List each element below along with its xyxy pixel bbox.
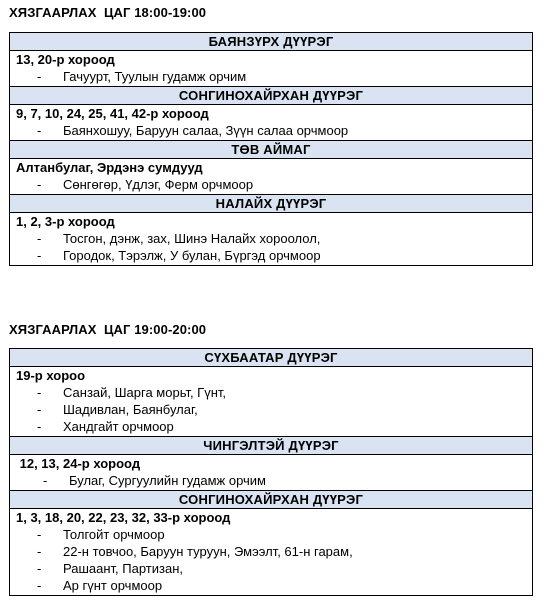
item-text: Булаг, Сургуулийн гудамж орчим bbox=[69, 473, 266, 488]
bullet-dash: - bbox=[37, 385, 42, 400]
list-item bbox=[10, 68, 532, 85]
bullet-dash: - bbox=[37, 177, 42, 192]
list-item bbox=[10, 418, 532, 435]
district-header: ТӨВ АЙМАГ bbox=[10, 141, 532, 159]
khoroo-label: 13, 20-р хороод bbox=[16, 52, 115, 67]
list-item bbox=[10, 526, 532, 543]
khoroo-label: 1, 3, 18, 20, 22, 23, 32, 33-р хороод bbox=[16, 510, 231, 525]
bullet-dash: - bbox=[37, 231, 42, 246]
item-text: Сөнгөгөр, Үдлэг, Ферм орчмоор bbox=[63, 177, 254, 192]
district-header: СОНГИНОХАЙРХАН ДҮҮРЭГ bbox=[10, 491, 532, 509]
list-item bbox=[10, 401, 532, 418]
list-item bbox=[10, 384, 532, 401]
item-text: Санзай, Шарга морьт, Гүнт, bbox=[63, 385, 227, 400]
list-item bbox=[10, 230, 532, 247]
item-text: Городок, Тэрэлж, У булан, Бүргэд орчмоор bbox=[63, 248, 321, 263]
item-text: Шадивлан, Баянбулаг, bbox=[63, 402, 198, 417]
item-text: Ар гүнт орчмоор bbox=[63, 578, 163, 593]
district-section bbox=[10, 195, 532, 265]
period2-heading: ХЯЗГААРЛАХ ЦАГ 19:00-20:00 bbox=[9, 322, 207, 337]
khoroo-label: 12, 13, 24-р хороод bbox=[16, 456, 141, 471]
district-section bbox=[10, 141, 532, 195]
item-text: Хандгайт орчмоор bbox=[63, 419, 174, 434]
bullet-dash: - bbox=[37, 123, 42, 138]
period1-table bbox=[9, 32, 533, 266]
district-header: СОНГИНОХАЙРХАН ДҮҮРЭГ bbox=[10, 87, 532, 105]
item-text: Толгойт орчмоор bbox=[63, 527, 165, 542]
bullet-dash: - bbox=[43, 473, 48, 488]
bullet-dash: - bbox=[37, 578, 42, 593]
district-header: БАЯНЗҮРХ ДҮҮРЭГ bbox=[10, 33, 532, 51]
district-section bbox=[10, 87, 532, 141]
khoroo-label: 19-р хороо bbox=[16, 368, 86, 383]
bullet-dash: - bbox=[37, 527, 42, 542]
district-section bbox=[10, 437, 532, 491]
item-text: Баянхошуу, Баруун салаа, Зүүн салаа орчмоор bbox=[63, 123, 349, 138]
bullet-dash: - bbox=[37, 419, 42, 434]
bullet-dash: - bbox=[37, 561, 42, 576]
list-item bbox=[10, 577, 532, 594]
period2-table bbox=[9, 348, 533, 596]
list-item bbox=[10, 122, 532, 139]
district-section bbox=[10, 491, 532, 595]
bullet-dash: - bbox=[37, 402, 42, 417]
khoroo-label: Алтанбулаг, Эрдэнэ сумдууд bbox=[16, 160, 203, 175]
district-header: СҮХБААТАР ДҮҮРЭГ bbox=[10, 349, 532, 367]
bullet-dash: - bbox=[37, 544, 42, 559]
item-text: 22-н товчоо, Баруун туруун, Эмээлт, 61-н гарам, bbox=[63, 544, 353, 559]
item-text: Рашаант, Партизан, bbox=[63, 561, 183, 576]
item-text: Гачуурт, Туулын гудамж орчим bbox=[63, 69, 247, 84]
bullet-dash: - bbox=[37, 248, 42, 263]
list-item bbox=[10, 472, 532, 489]
khoroo-label: 1, 2, 3-р хороод bbox=[16, 214, 115, 229]
bullet-dash: - bbox=[37, 69, 42, 84]
district-header: НАЛАЙХ ДҮҮРЭГ bbox=[10, 195, 532, 213]
period1-heading: ХЯЗГААРЛАХ ЦАГ 18:00-19:00 bbox=[9, 5, 207, 20]
list-item bbox=[10, 560, 532, 577]
list-item bbox=[10, 247, 532, 264]
item-text: Тосгон, дэнж, зах, Шинэ Налайх хороолол, bbox=[63, 231, 321, 246]
district-section bbox=[10, 33, 532, 87]
list-item bbox=[10, 176, 532, 193]
list-item bbox=[10, 543, 532, 560]
khoroo-label: 9, 7, 10, 24, 25, 41, 42-р хороод bbox=[16, 106, 209, 121]
district-section bbox=[10, 349, 532, 437]
district-header: ЧИНГЭЛТЭЙ ДҮҮРЭГ bbox=[10, 437, 532, 455]
